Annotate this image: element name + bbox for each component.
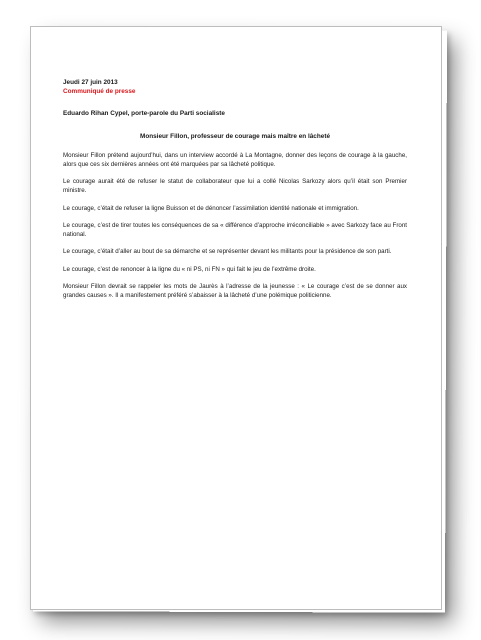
document-page xyxy=(30,26,442,610)
document-type-label: Communiqué de presse xyxy=(63,87,136,95)
body-paragraph-6: Le courage, c’est de renoncer à la ligne du « ni PS, ni FN » qui fait le jeu de l’extrême droite. xyxy=(63,265,316,273)
press-release-date: Jeudi 27 juin 2013 xyxy=(63,79,118,86)
body-paragraph-7: Monsieur Fillon devrait se rappeler les mots de Jaurès à l’adresse de la jeunesse : « Le courage c’est de se donner aux grandes causes ». Il a manifestement préféré s’abaisser à la lâcheté d’une polémique politicienne. xyxy=(63,283,407,299)
body-paragraph-4: Le courage, c’est de tirer toutes les conséquences de sa « différence d’approche irréconciliable » avec Sarkozy face au Front national. xyxy=(63,222,407,238)
author-line: Eduardo Rihan Cypel, porte-parole du Parti socialiste xyxy=(63,109,225,117)
body-paragraph-3: Le courage, c’était de refuser la ligne Buisson et de dénoncer l’assimilation identité nationale et immigration. xyxy=(63,204,359,212)
page-content xyxy=(63,79,407,309)
body-paragraph-2: Le courage aurait été de refuser le statut de collaborateur que lui a collé Nicolas Sarkozy alors qu’il était son Premier ministre. xyxy=(63,178,407,194)
press-release-headline: Monsieur Fillon, professeur de courage mais maître en lâcheté xyxy=(140,133,330,141)
body-paragraph-5: Le courage, c’était d’aller au bout de sa démarche et se représenter devant les militants pour la présidence de son parti. xyxy=(63,248,392,256)
body-paragraph-1: Monsieur Fillon prétend aujourd’hui, dans un interview accordé à La Montagne, donner des leçons de courage à la gauche, alors que ces six dernières années ont été marquées par sa lâcheté politique. xyxy=(63,152,407,168)
